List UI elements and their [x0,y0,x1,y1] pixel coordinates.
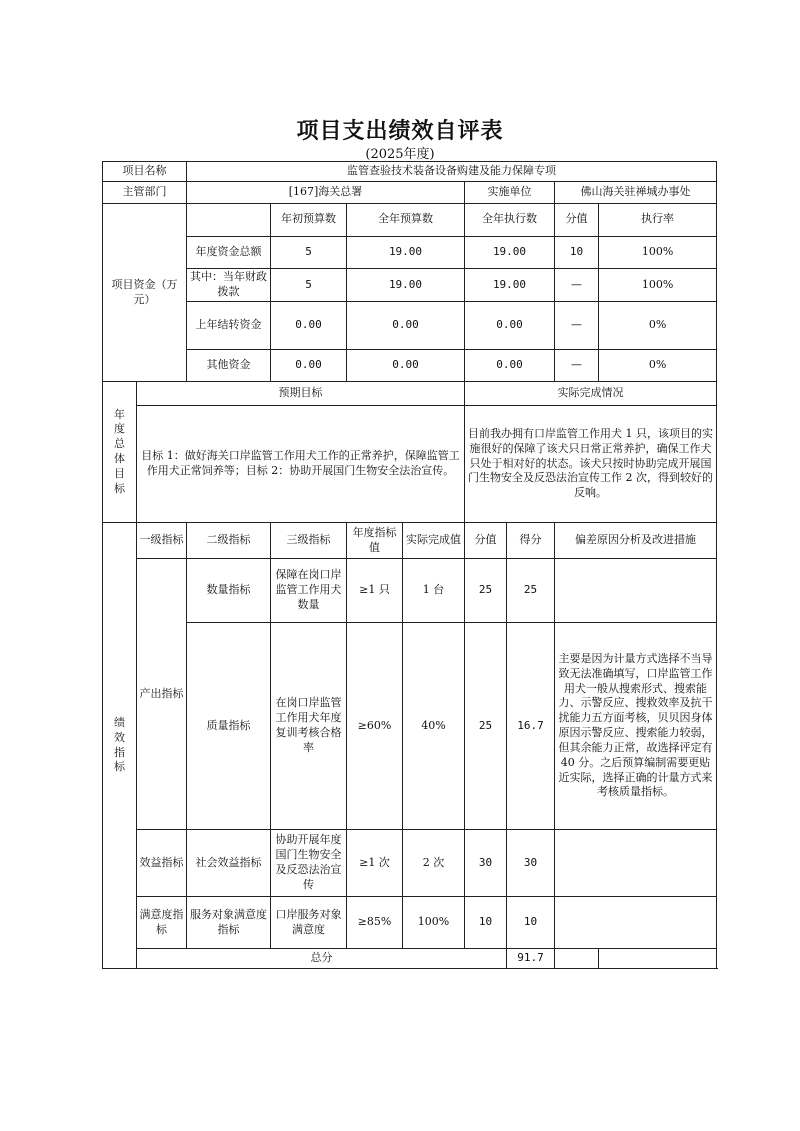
ind-actual: 2 次 [403,830,465,897]
goals-actual-text: 目前我办拥有口岸监管工作用犬 1 只，该项目的实施很好的保障了该犬只日常正常养护，确保工作犬只处于相对好的状态。该犬只按时协助完成开展国门生物安全及反恐法治宣传工作 2 次，得到较好的反响。 [465,406,717,523]
total-row [103,949,717,969]
funds-row [103,269,717,302]
funds-row [103,236,717,269]
funds-rate: 0% [599,350,717,382]
ind-weight: 10 [465,897,507,949]
ind-analysis [555,830,717,897]
ind-header-actual: 实际完成值 [403,523,465,559]
funds-row-label: 年度资金总额 [187,236,271,269]
unit-label: 实施单位 [465,182,555,204]
indicator-row [103,830,717,897]
indicator-row [103,623,717,830]
funds-initial: 0.00 [271,350,347,382]
ind-level3: 在岗口岸监管工作用犬年度复训考核合格率 [271,623,347,830]
ind-header-score: 得分 [507,523,555,559]
ind-actual: 1 台 [403,559,465,623]
indicator-row [103,897,717,949]
ind-level3: 保障在岗口岸监管工作用犬数量 [271,559,347,623]
funds-full-budget: 0.00 [347,350,465,382]
funds-executed: 0.00 [465,302,555,350]
ind-actual: 100% [403,897,465,949]
ind-header-level2: 二级指标 [187,523,271,559]
ind-score: 30 [507,830,555,897]
funds-full-budget: 0.00 [347,302,465,350]
ind-target: ≥1 只 [347,559,403,623]
funds-rate: 0% [599,302,717,350]
ind-level3: 口岸服务对象满意度 [271,897,347,949]
ind-level3: 协助开展年度国门生物安全及反恐法治宣传 [271,830,347,897]
ind-header-level1: 一级指标 [137,523,187,559]
ind-header-analysis: 偏差原因分析及改进措施 [555,523,717,559]
dept-label: 主管部门 [103,182,187,204]
funds-executed: 0.00 [465,350,555,382]
funds-header-weight: 分值 [555,204,599,237]
indicators-label: 绩效指标 [103,523,137,969]
ind-header-level3: 三级指标 [271,523,347,559]
dept-value: [167]海关总署 [187,182,465,204]
ind-weight: 25 [465,559,507,623]
funds-header-blank [187,204,271,237]
funds-full-budget: 19.00 [347,269,465,302]
ind-level1: 满意度指标 [137,897,187,949]
ind-target: ≥60% [347,623,403,830]
goals-actual-header: 实际完成情况 [465,382,717,406]
funds-row-label: 其他资金 [187,350,271,382]
ind-score: 16.7 [507,623,555,830]
funds-executed: 19.00 [465,236,555,269]
ind-level1: 效益指标 [137,830,187,897]
page-title: 项目支出绩效自评表 [296,118,504,144]
funds-row-label: 其中：当年财政拨款 [187,269,271,302]
ind-weight: 30 [465,830,507,897]
ind-level2: 质量指标 [187,623,271,830]
funds-weight: — [555,350,599,382]
total-blank-analysis [599,949,717,969]
goals-expected-text: 目标 1：做好海关口岸监管工作用犬工作的正常养护，保障监管工作用犬正常饲养等；目标 2：协助开展国门生物安全法治宣传。 [137,406,465,523]
funds-rate: 100% [599,236,717,269]
ind-level2: 服务对象满意度指标 [187,897,271,949]
total-label: 总分 [137,949,507,969]
funds-weight: — [555,302,599,350]
ind-weight: 25 [465,623,507,830]
self-evaluation-table [102,161,717,969]
funds-header-rate: 执行率 [599,204,717,237]
funds-header-executed: 全年执行数 [465,204,555,237]
ind-level2: 社会效益指标 [187,830,271,897]
funds-header-initial: 年初预算数 [271,204,347,237]
total-blank-score [555,949,599,969]
funds-row [103,302,717,350]
ind-target: ≥1 次 [347,830,403,897]
funds-row-label: 上年结转资金 [187,302,271,350]
ind-analysis: 主要是因为计量方式选择不当导致无法准确填写，口岸监管工作用犬一般从搜索形式、搜索能力、示警反应、搜救效率及抗干扰能力五方面考核，贝贝因身体原因示警反应、搜索能力较弱，但其余能力正常，故选择评定有 40 分。之后预算编制需要更贴近实际，选择正确的计量方式来考核质量指标。 [555,623,717,830]
ind-header-target: 年度指标值 [347,523,403,559]
funds-row [103,350,717,382]
funds-initial: 5 [271,236,347,269]
ind-actual: 40% [403,623,465,830]
unit-value: 佛山海关驻禅城办事处 [555,182,717,204]
funds-weight: 10 [555,236,599,269]
funds-rate: 100% [599,269,717,302]
ind-level1: 产出指标 [137,559,187,830]
ind-target: ≥85% [347,897,403,949]
funds-executed: 19.00 [465,269,555,302]
indicator-row [103,559,717,623]
goals-label: 年度总体目标 [103,382,137,523]
funds-label: 项目资金（万元） [103,204,187,382]
funds-weight: — [555,269,599,302]
ind-score: 10 [507,897,555,949]
ind-analysis [555,559,717,623]
total-score: 91.7 [507,949,555,969]
ind-analysis [555,897,717,949]
funds-header-full-budget: 全年预算数 [347,204,465,237]
ind-level2: 数量指标 [187,559,271,623]
goals-expected-header: 预期目标 [137,382,465,406]
report-year: (2025年度) [365,147,435,162]
project-name-label: 项目名称 [103,162,187,182]
funds-initial: 0.00 [271,302,347,350]
ind-header-weight: 分值 [465,523,507,559]
funds-full-budget: 19.00 [347,236,465,269]
ind-score: 25 [507,559,555,623]
funds-initial: 5 [271,269,347,302]
project-name: 监管查验技术装备设备购建及能力保障专项 [187,162,717,182]
